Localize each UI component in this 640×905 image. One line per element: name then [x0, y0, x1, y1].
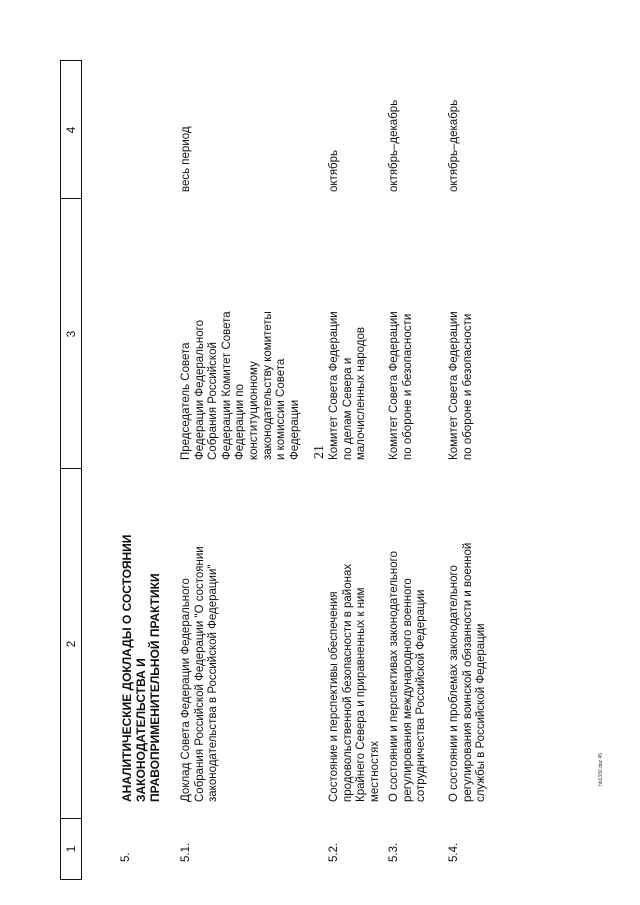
page-number: 21 [312, 445, 327, 459]
row-description: Доклад Совета Федерации Федерального Собрания Российской Федерации "О состоянии законодательства в Российской Федерации" [180, 546, 220, 802]
row-description: О состоянии и перспективах законодательного регулирования международного военного сотрудничества Российской Федерации [388, 550, 428, 802]
row-number: 5.4. [448, 842, 460, 862]
row-number: 5.3. [388, 842, 400, 862]
plan-table [60, 60, 600, 880]
header-col-4: 4 [64, 126, 78, 134]
document-footnote: hb1330.doc 45 [598, 752, 604, 786]
header-col-3: 3 [64, 330, 78, 338]
header-col-2: 2 [64, 640, 78, 648]
row-description: Состояние и перспективы обеспечения продовольственной безопасности в районах Крайнего Севера и приравненных к ним местностях [328, 563, 381, 802]
row-responsible: Комитет Совета Федерации по делам Севера и малочисленных народов [328, 311, 368, 460]
row-responsible: Комитет Совета Федерации по обороне и безопасности [448, 311, 474, 460]
section-title: АНАЛИТИЧЕСКИЕ ДОКЛАДЫ О СОСТОЯНИИ ЗАКОНОДАТЕЛЬСТВА И ПРАВОПРИМЕНИТЕЛЬНОЙ ПРАКТИКИ [120, 534, 162, 802]
row-responsible: Комитет Совета Федерации по обороне и безопасности [388, 311, 414, 460]
row-description: О состоянии и проблемах законодательного регулирования воинской обязанности и военной службы в Российской Федерации [448, 542, 488, 802]
header-col-1: 1 [64, 845, 78, 853]
section-number: 5. [120, 852, 132, 862]
row-number: 5.2. [328, 842, 340, 862]
row-term: октябрь–декабрь [448, 99, 460, 192]
row-number: 5.1. [180, 842, 192, 862]
row-responsible: Председатель Совета Федерации Федерального Собрания Российской Федерации Комитет Совета Федерации по конституционному законодательству комитеты и комиссии Совета Федерации [180, 311, 301, 460]
row-term: октябрь [328, 149, 340, 192]
table-header-row [60, 60, 82, 880]
row-term: октябрь–декабрь [388, 99, 400, 192]
row-term: весь период [180, 126, 192, 192]
